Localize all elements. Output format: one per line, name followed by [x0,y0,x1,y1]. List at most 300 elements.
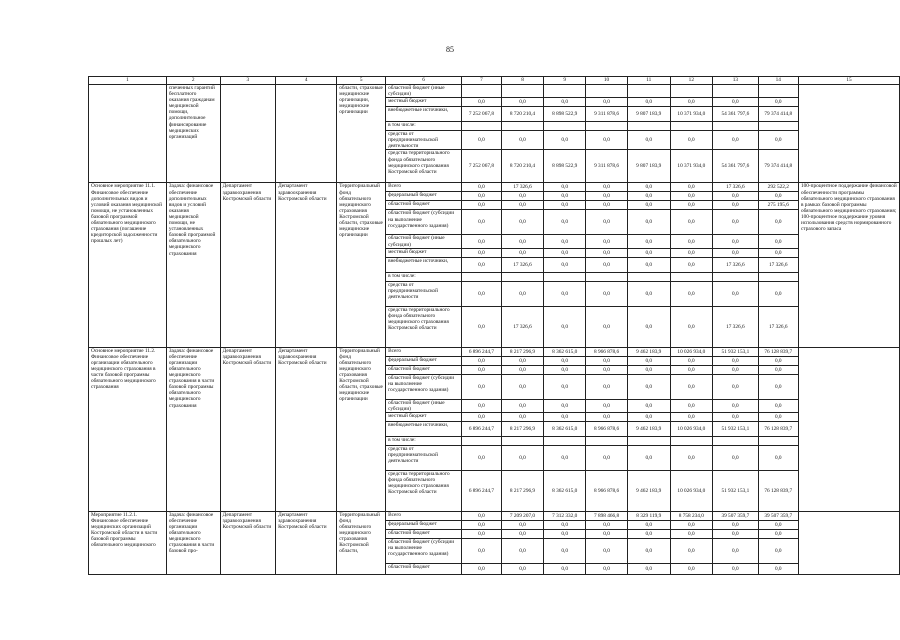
value-cell: 8 898 522,9 [544,150,586,183]
empty-cell [220,85,275,183]
value-cell: 0,0 [627,538,670,563]
value-cell: 0,0 [586,201,628,210]
value-cell: 0,0 [501,98,544,107]
funding-source-cell: федеральный бюджет [386,520,462,529]
value-cell: 0,0 [501,529,544,538]
value-cell: 0,0 [670,306,713,347]
funding-source-cell: областной бюджет (иные субсидии) [386,235,462,248]
value-cell: 0,0 [586,131,628,150]
value-cell: 0,0 [501,563,544,574]
value-cell: 10 371 934,0 [670,150,713,183]
value-cell: 0,0 [627,192,670,201]
value-cell: 0,0 [758,399,798,412]
description-cell: Департамент здравоохранения Костромской области [276,347,337,511]
value-cell: 0,0 [544,281,586,306]
value-cell: 0,0 [713,235,758,248]
description-cell: Территориальный фонд обязательного медицинского страхования Костромской области, страховые медицинские организации [337,183,386,347]
value-cell: 17 326,6 [758,306,798,347]
value-cell: 0,0 [544,365,586,374]
value-cell: 0,0 [758,445,798,470]
value-cell: 7 209 207,0 [501,511,544,520]
funding-source-cell: в том числе: [386,272,462,281]
value-cell: 0,0 [501,192,544,201]
value-cell: 0,0 [627,235,670,248]
column-number: 2 [166,77,220,85]
value-cell: 0,0 [713,538,758,563]
value-cell: 17 326,6 [713,257,758,272]
value-cell: 9 311 878,6 [586,107,628,122]
value-cell: 0,0 [758,192,798,201]
value-cell: 0,0 [670,374,713,399]
value-cell [670,122,713,131]
value-cell: 0,0 [462,412,502,421]
value-cell: 0,0 [501,131,544,150]
value-cell: 0,0 [670,192,713,201]
description-cell: Мероприятие 11.2.1. Финансовое обеспечение медицинских организаций Костромской области в части базовой программы обязательного медицинского [89,511,167,574]
value-cell: 0,0 [501,445,544,470]
value-cell: 8 217 296,9 [501,421,544,436]
value-cell: 10 026 934,0 [670,470,713,511]
value-cell: 0,0 [462,529,502,538]
value-cell [462,272,502,281]
value-cell: 0,0 [758,248,798,257]
value-cell: 0,0 [713,563,758,574]
value-cell: 8 329 119,9 [627,511,670,520]
value-cell: 8 362 615,0 [544,470,586,511]
value-cell: 0,0 [544,235,586,248]
value-cell: 0,0 [670,529,713,538]
value-cell: 0,0 [586,445,628,470]
value-cell [627,272,670,281]
value-cell: 6 896 244,7 [462,421,502,436]
value-cell: 0,0 [627,529,670,538]
description-cell: спеченных гарантий бесплатного оказания гражданам медицинской помощи, дополнительное финансирование медицинских организаций [166,85,220,183]
value-cell: 0,0 [627,98,670,107]
page-number: 85 [446,45,454,54]
value-cell: 0,0 [627,399,670,412]
value-cell: 0,0 [586,520,628,529]
value-cell: 0,0 [670,235,713,248]
column-number-row [89,77,900,85]
value-cell: 17 326,6 [501,183,544,192]
value-cell: 0,0 [713,356,758,365]
value-cell [627,436,670,445]
value-cell: 0,0 [544,210,586,235]
column-number: 9 [544,77,586,85]
value-cell [713,436,758,445]
description-cell: Департамент здравоохранения Костромской области [220,511,275,574]
value-cell [501,436,544,445]
funding-source-cell: средства территориального фонда обязательного медицинского страхования Костромской области [386,470,462,511]
value-cell: 8 217 296,9 [501,470,544,511]
value-cell: 0,0 [462,520,502,529]
value-cell: 0,0 [544,183,586,192]
funding-source-cell: областной бюджет (иные субсидии) [386,85,462,98]
value-cell [758,85,798,98]
value-cell: 292 522,2 [758,183,798,192]
value-cell [501,85,544,98]
value-cell: 0,0 [586,538,628,563]
value-cell: 0,0 [713,365,758,374]
value-cell: 7 312 332,0 [544,511,586,520]
value-cell: 0,0 [462,281,502,306]
value-cell: 54 361 797,6 [713,107,758,122]
value-cell: 9 807 183,9 [627,150,670,183]
value-cell: 39 507 359,7 [713,511,758,520]
program-table [88,76,900,575]
value-cell: 0,0 [544,399,586,412]
value-cell: 0,0 [586,248,628,257]
value-cell: 51 932 153,1 [713,470,758,511]
value-cell: 9 311 878,6 [586,150,628,183]
expected-result-cell [798,347,899,511]
value-cell: 0,0 [627,281,670,306]
value-cell [544,272,586,281]
value-cell: 0,0 [627,374,670,399]
value-cell: 0,0 [462,563,502,574]
value-cell: 0,0 [462,235,502,248]
value-cell: 0,0 [670,281,713,306]
value-cell: 0,0 [758,356,798,365]
value-cell: 0,0 [670,248,713,257]
value-cell: 0,0 [586,257,628,272]
value-cell: 0,0 [758,365,798,374]
funding-source-cell: средства территориального фонда обязательного медицинского страхования Костромской области [386,150,462,183]
funding-source-cell: в том числе: [386,122,462,131]
value-cell: 0,0 [501,399,544,412]
value-cell [544,122,586,131]
value-cell: 0,0 [758,281,798,306]
column-number: 13 [713,77,758,85]
funding-source-cell: Всего [386,183,462,192]
value-cell: 0,0 [586,399,628,412]
value-cell: 0,0 [501,538,544,563]
column-number: 6 [386,77,462,85]
description-cell: области, страховые медицинские организации, медицинские организации [337,85,386,183]
description-cell: Департамент здравоохранения Костромской области [276,511,337,574]
value-cell [713,272,758,281]
value-cell: 0,0 [544,563,586,574]
value-cell: 0,0 [462,445,502,470]
value-cell: 0,0 [586,98,628,107]
value-cell: 8 966 878,6 [586,347,628,356]
value-cell: 0,0 [544,374,586,399]
funding-source-cell: средства от предпринимательской деятельности [386,131,462,150]
value-cell: 0,0 [758,98,798,107]
value-cell: 0,0 [501,356,544,365]
value-cell: 0,0 [670,201,713,210]
value-cell: 0,0 [627,257,670,272]
value-cell: 0,0 [627,563,670,574]
value-cell: 0,0 [713,98,758,107]
value-cell: 0,0 [758,520,798,529]
value-cell: 0,0 [627,520,670,529]
value-cell: 8 362 615,0 [544,421,586,436]
value-cell: 0,0 [462,399,502,412]
funding-source-cell: внебюджетные источники, [386,257,462,272]
funding-source-cell: средства от предпринимательской деятельности [386,445,462,470]
value-cell [670,85,713,98]
funding-source-cell: в том числе: [386,436,462,445]
value-cell: 17 326,6 [501,257,544,272]
value-cell: 0,0 [586,281,628,306]
value-cell: 0,0 [713,529,758,538]
value-cell: 9 462 183,9 [627,421,670,436]
value-cell [627,85,670,98]
funding-source-cell: областной бюджет (субсидии на выполнение государственного задания) [386,538,462,563]
value-cell: 0,0 [713,210,758,235]
value-cell: 0,0 [586,210,628,235]
funding-source-cell: областной бюджет (субсидии на выполнение государственного задания) [386,210,462,235]
value-cell: 0,0 [713,520,758,529]
value-cell: 0,0 [501,210,544,235]
value-cell: 0,0 [586,306,628,347]
value-cell: 0,0 [670,210,713,235]
value-cell: 0,0 [670,98,713,107]
expected-result-cell [798,511,899,574]
value-cell: 0,0 [462,183,502,192]
column-number: 3 [220,77,275,85]
value-cell [670,436,713,445]
description-cell: Территориальный фонд обязательного медицинского страхования Костромской области, [337,511,386,574]
funding-source-cell: средства территориального фонда обязательного медицинского страхования Костромской области [386,306,462,347]
value-cell [501,122,544,131]
description-cell: Территориальный фонд обязательного медицинского страхования Костромской области, страховые медицинские организации [337,347,386,511]
value-cell: 0,0 [586,183,628,192]
description-cell: Департамент здравоохранения Костромской области [276,183,337,347]
value-cell: 0,0 [670,365,713,374]
value-cell: 275 195,6 [758,201,798,210]
value-cell [713,122,758,131]
value-cell: 76 128 839,7 [758,470,798,511]
value-cell: 17 326,6 [501,306,544,347]
value-cell: 0,0 [758,210,798,235]
value-cell: 0,0 [627,201,670,210]
value-cell: 0,0 [670,399,713,412]
value-cell: 0,0 [713,131,758,150]
value-cell: 0,0 [758,235,798,248]
value-cell [544,436,586,445]
value-cell: 0,0 [670,356,713,365]
description-cell: Основное мероприятие 11.1. Финансовое обеспечение дополнительных видов и условий оказания медицинской помощи, не установленных базовой программой обязательного медицинского страхования (погашение кредиторской задолженности прошлых лет) [89,183,167,347]
value-cell: 0,0 [627,248,670,257]
value-cell: 0,0 [713,281,758,306]
value-cell: 0,0 [462,131,502,150]
value-cell: 8 720 210,4 [501,107,544,122]
value-cell: 0,0 [544,201,586,210]
value-cell: 54 361 797,6 [713,150,758,183]
funding-source-cell: средства от предпринимательской деятельности [386,281,462,306]
value-cell: 0,0 [713,412,758,421]
description-cell: Задача: финансовое обеспечение организации обязательного медицинского страхования в части базовой программы обязательного медицинского страхования [166,347,220,511]
value-cell: 0,0 [544,520,586,529]
funding-source-cell: федеральный бюджет [386,356,462,365]
value-cell: 6 896 244,7 [462,347,502,356]
value-cell: 17 326,6 [758,257,798,272]
value-cell [627,122,670,131]
value-cell [462,85,502,98]
value-cell: 0,0 [627,183,670,192]
value-cell: 10 026 934,0 [670,347,713,356]
funding-source-cell: областной бюджет [386,529,462,538]
value-cell: 0,0 [758,412,798,421]
value-cell: 0,0 [586,529,628,538]
value-cell: 0,0 [544,538,586,563]
value-cell: 0,0 [758,374,798,399]
value-cell: 0,0 [501,374,544,399]
value-cell: 0,0 [586,374,628,399]
value-cell: 0,0 [713,248,758,257]
value-cell [758,122,798,131]
value-cell: 0,0 [462,201,502,210]
value-cell: 0,0 [544,248,586,257]
value-cell: 6 896 244,7 [462,470,502,511]
table-row [89,183,900,192]
funding-source-cell: местный бюджет [386,248,462,257]
funding-source-cell: областной бюджет [386,563,462,574]
value-cell: 0,0 [670,412,713,421]
value-cell: 0,0 [501,412,544,421]
value-cell: 0,0 [586,412,628,421]
value-cell: 0,0 [462,356,502,365]
value-cell: 0,0 [627,210,670,235]
value-cell: 8 758 234,0 [670,511,713,520]
value-cell: 0,0 [627,356,670,365]
value-cell: 8 720 210,4 [501,150,544,183]
value-cell: 0,0 [544,98,586,107]
column-number: 4 [276,77,337,85]
funding-source-cell: внебюджетные источники, [386,107,462,122]
value-cell: 0,0 [462,374,502,399]
value-cell: 0,0 [627,412,670,421]
value-cell: 0,0 [501,235,544,248]
value-cell: 0,0 [670,131,713,150]
value-cell: 0,0 [462,538,502,563]
value-cell: 51 932 153,1 [713,347,758,356]
description-cell: Департамент здравоохранения Костромской области [220,183,275,347]
value-cell [501,272,544,281]
value-cell: 8 966 878,6 [586,470,628,511]
value-cell: 0,0 [586,356,628,365]
description-cell: Департамент здравоохранения Костромской области [220,347,275,511]
value-cell: 0,0 [544,529,586,538]
table-row [89,85,900,98]
value-cell: 7 252 067,8 [462,107,502,122]
value-cell [713,85,758,98]
value-cell: 8 362 615,0 [544,347,586,356]
table-row [89,347,900,356]
column-number: 12 [670,77,713,85]
funding-source-cell: федеральный бюджет [386,192,462,201]
value-cell: 0,0 [544,306,586,347]
value-cell: 0,0 [758,563,798,574]
value-cell: 0,0 [670,183,713,192]
value-cell: 8 217 296,9 [501,347,544,356]
value-cell: 0,0 [713,192,758,201]
value-cell: 0,0 [670,563,713,574]
value-cell [586,436,628,445]
value-cell: 0,0 [586,235,628,248]
value-cell: 0,0 [462,248,502,257]
value-cell: 0,0 [713,399,758,412]
value-cell: 76 128 839,7 [758,347,798,356]
value-cell: 10 371 934,0 [670,107,713,122]
funding-source-cell: областной бюджет (субсидии на выполнение государственного задания) [386,374,462,399]
value-cell: 0,0 [758,538,798,563]
value-cell: 0,0 [670,520,713,529]
value-cell: 0,0 [713,445,758,470]
column-number: 7 [462,77,502,85]
funding-source-cell: Всего [386,347,462,356]
funding-source-cell: местный бюджет [386,412,462,421]
value-cell: 0,0 [501,365,544,374]
value-cell [462,436,502,445]
value-cell [544,85,586,98]
value-cell: 9 807 183,9 [627,107,670,122]
funding-source-cell: внебюджетные источники, [386,421,462,436]
value-cell: 0,0 [627,131,670,150]
value-cell: 8 966 878,6 [586,421,628,436]
value-cell: 0,0 [586,192,628,201]
value-cell [758,272,798,281]
value-cell [670,272,713,281]
value-cell: 10 026 934,0 [670,421,713,436]
description-cell: Задача: финансовое обеспечение дополнительных видов и условий оказания медицинской помощи, не установленных базовой программой обязательного медицинского страхования [166,183,220,347]
value-cell: 0,0 [758,529,798,538]
value-cell: 0,0 [501,281,544,306]
value-cell: 7 252 067,8 [462,150,502,183]
value-cell: 0,0 [544,257,586,272]
column-number: 11 [627,77,670,85]
value-cell: 0,0 [462,210,502,235]
column-number: 8 [501,77,544,85]
value-cell [586,122,628,131]
value-cell: 0,0 [544,412,586,421]
description-cell: Задача: финансовое обеспечение организации обязательного медицинского страхования в части базовой про- [166,511,220,574]
value-cell: 0,0 [627,306,670,347]
value-cell: 8 898 522,9 [544,107,586,122]
column-number: 14 [758,77,798,85]
value-cell: 0,0 [462,365,502,374]
column-number: 10 [586,77,628,85]
value-cell: 0,0 [544,131,586,150]
value-cell: 0,0 [544,445,586,470]
funding-source-cell: областной бюджет [386,365,462,374]
value-cell: 79 374 414,8 [758,150,798,183]
value-cell: 0,0 [462,192,502,201]
value-cell: 17 326,6 [713,183,758,192]
value-cell: 0,0 [501,201,544,210]
funding-source-cell: местный бюджет [386,98,462,107]
value-cell: 0,0 [627,445,670,470]
value-cell: 0,0 [544,192,586,201]
value-cell: 0,0 [627,365,670,374]
value-cell [758,436,798,445]
empty-cell [89,85,167,183]
value-cell: 0,0 [670,445,713,470]
column-number: 5 [337,77,386,85]
value-cell: 0,0 [462,257,502,272]
value-cell: 0,0 [670,257,713,272]
funding-source-cell: областной бюджет [386,201,462,210]
value-cell: 39 507 359,7 [758,511,798,520]
description-cell: Основное мероприятие 11.2. Финансовое обеспечение организации обязательного медицинского страхования в части базовой программы обязательного медицинского страхования [89,347,167,511]
value-cell: 17 326,6 [713,306,758,347]
value-cell: 0,0 [462,98,502,107]
value-cell: 7 898 466,8 [586,511,628,520]
value-cell: 0,0 [586,563,628,574]
expected-result-cell [798,85,899,183]
